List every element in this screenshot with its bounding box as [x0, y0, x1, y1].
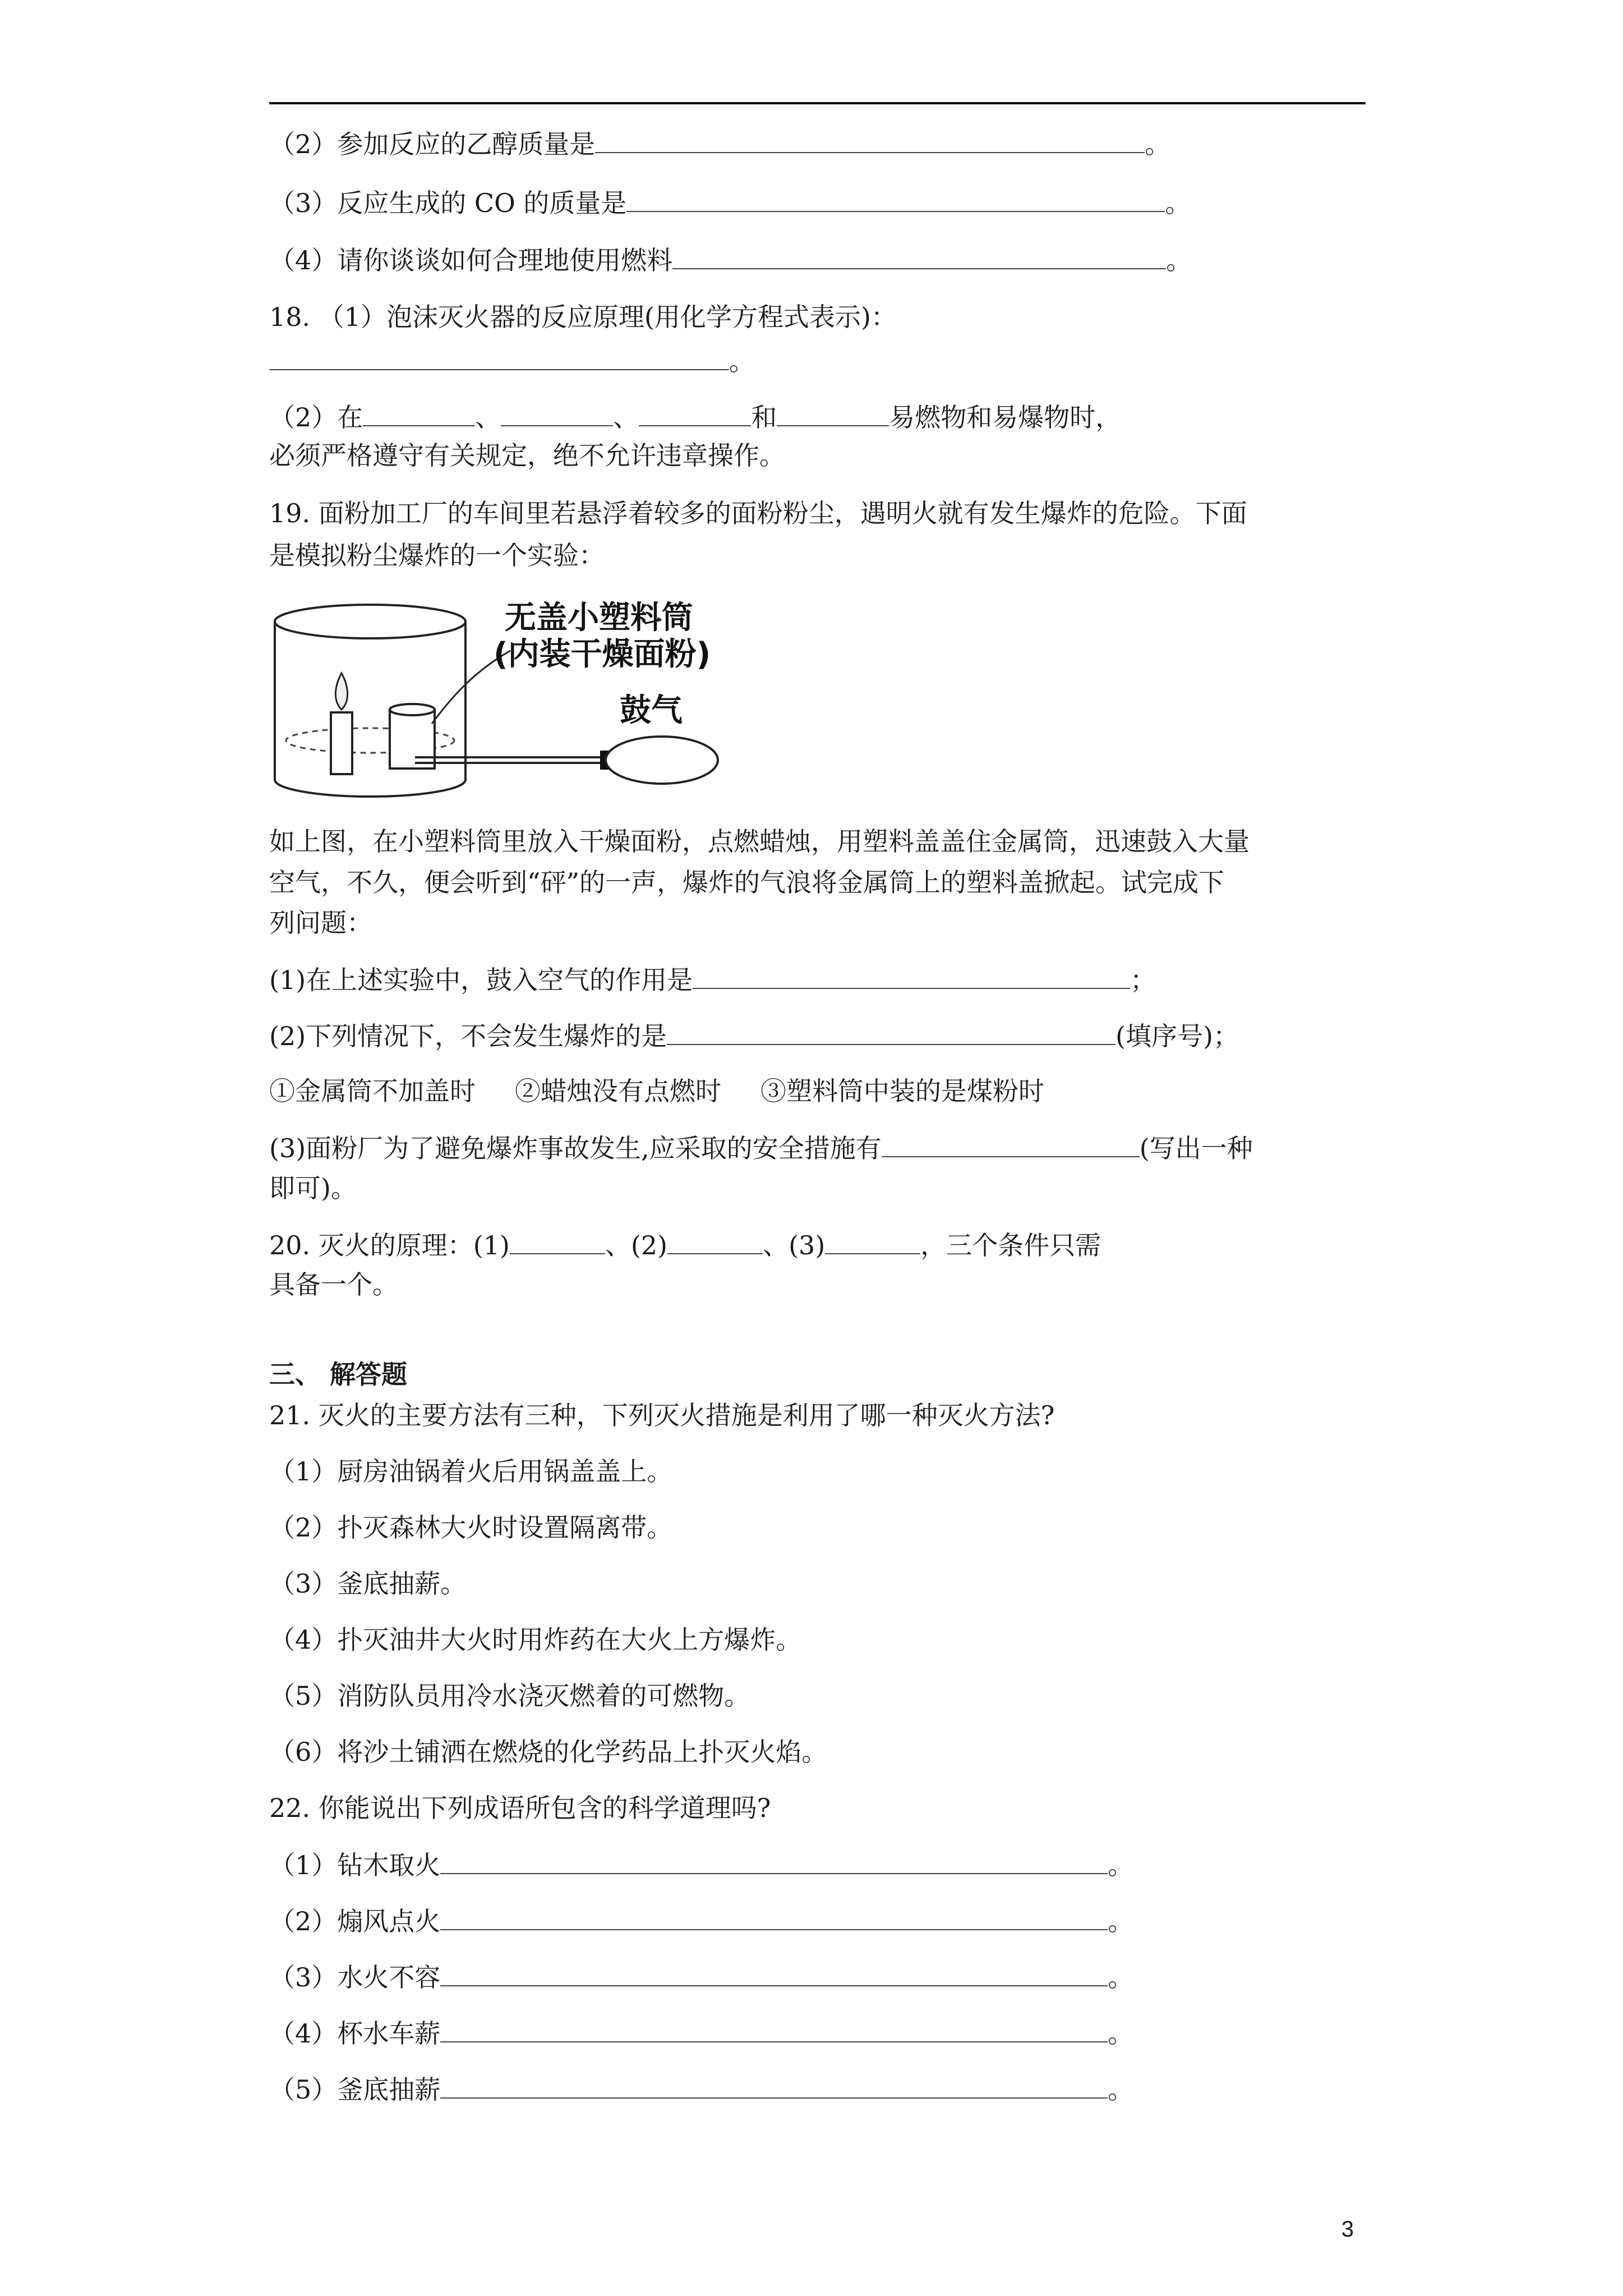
q22-item: （2）煽风点火 。	[269, 1903, 1133, 1938]
answer-blank[interactable]	[440, 2016, 1108, 2042]
q17-part3: （3）反应生成的 CO 的质量是 。	[269, 185, 1191, 220]
q22-item: （4）杯水车薪 。	[269, 2016, 1133, 2050]
q19-intro-line1: 19. 面粉加工厂的车间里若悬浮着较多的面粉粉尘，遇明火就有发生爆炸的危险。下面	[269, 498, 1247, 528]
answer-blank[interactable]	[882, 1130, 1140, 1157]
answer-blank[interactable]	[501, 399, 613, 426]
page-number: 3	[1341, 2217, 1354, 2242]
q21-item: （6）将沙土铺洒在燃烧的化学药品上扑灭火焰。	[269, 1737, 828, 1767]
q18-part1: 18. （1）泡沫灭火器的反应原理(用化学方程式表示)：	[269, 302, 897, 332]
q19-sub2: (2)下列情况下，不会发生爆炸的是 (填序号)；	[269, 1018, 1239, 1053]
figure-label-blow: 鼓气	[620, 692, 683, 729]
q21-item: （3）釜底抽薪。	[269, 1568, 467, 1599]
answer-blank[interactable]	[440, 2072, 1108, 2099]
q19-sub3-line2: 即可)。	[269, 1173, 357, 1203]
q21-item: （4）扑灭油井大火时用炸药在大火上方爆炸。	[269, 1625, 802, 1655]
answer-blank[interactable]	[667, 1227, 763, 1254]
q19-sub1: (1)在上述实验中，鼓入空气的作用是 ；	[269, 962, 1156, 997]
answer-blank[interactable]	[269, 343, 729, 370]
option-2: ②蜡烛没有点燃时	[515, 1076, 721, 1106]
figure-label-tube: 无盖小塑料筒	[505, 600, 693, 636]
q22-item: （3）水火不容 。	[269, 1959, 1133, 1994]
q18-part2-line2: 必须严格遵守有关规定，绝不允许违章操作。	[269, 440, 785, 471]
answer-blank[interactable]	[667, 1018, 1115, 1045]
answer-blank[interactable]	[595, 126, 1145, 153]
q19-desc-line3: 列问题：	[269, 908, 372, 938]
answer-blank[interactable]	[825, 1227, 920, 1254]
answer-blank[interactable]	[777, 399, 889, 426]
q17-part2: （2）参加反应的乙醇质量是 。	[269, 126, 1170, 161]
answer-blank[interactable]	[626, 185, 1165, 212]
q22-item: （1）钻木取火 。	[269, 1847, 1133, 1882]
answer-blank[interactable]	[693, 962, 1130, 989]
option-3: ③塑料筒中装的是煤粉时	[760, 1076, 1044, 1106]
answer-blank[interactable]	[363, 399, 475, 426]
answer-blank[interactable]	[639, 399, 751, 426]
q21-item: （2）扑灭森林大火时设置隔离带。	[269, 1512, 673, 1543]
flame-icon	[335, 673, 347, 710]
dust-explosion-apparatus-figure	[269, 595, 746, 808]
q21-item: （1）厨房油锅着火后用锅盖盖上。	[269, 1456, 673, 1487]
plastic-tube	[390, 710, 435, 769]
q22-intro: 22. 你能说出下列成语所包含的科学道理吗?	[269, 1793, 771, 1823]
q19-sub3: (3)面粉厂为了避免爆炸事故发生,应采取的安全措施有 (写出一种	[269, 1130, 1253, 1165]
figure-label-content: (内装干燥面粉)	[494, 636, 711, 673]
q21-item: （5）消防队员用冷水浇灭燃着的可燃物。	[269, 1681, 750, 1711]
q17-part4: （4）请你谈谈如何合理地使用燃料 。	[269, 242, 1192, 277]
q20-line2: 具备一个。	[269, 1269, 398, 1300]
q18-part2: （2）在 、 、 和 易燃物和易爆物时，	[269, 399, 1121, 434]
cylinder-bottom-rim	[275, 780, 465, 797]
q20: 20. 灭火的原理：(1) 、(2) 、(3) ，三个条件只需	[269, 1227, 1101, 1262]
cylinder-top-rim	[275, 605, 465, 638]
q18-part1-answer: 。	[269, 343, 755, 378]
q19-desc-line2: 空气，不久，便会听到“砰”的一声，爆炸的气浪将金属筒上的塑料盖掀起。试完成下	[269, 867, 1225, 898]
candle-icon	[331, 712, 352, 774]
answer-blank[interactable]	[440, 1959, 1108, 1986]
answer-blank[interactable]	[510, 1227, 605, 1254]
q22-item: （5）釜底抽薪 。	[269, 2072, 1133, 2106]
header-rule	[269, 102, 1366, 104]
option-1: ①金属筒不加盖时	[269, 1076, 476, 1106]
q19-desc-line1: 如上图，在小塑料筒里放入干燥面粉，点燃蜡烛，用塑料盖盖住金属筒，迅速鼓入大量	[269, 826, 1249, 857]
answer-blank[interactable]	[440, 1847, 1108, 1874]
q19-options	[269, 1074, 1083, 1108]
answer-blank[interactable]	[440, 1903, 1108, 1930]
section-heading: 三、 解答题	[269, 1359, 408, 1389]
answer-blank[interactable]	[672, 242, 1166, 269]
q19-intro-line2: 是模拟粉尘爆炸的一个实验：	[269, 540, 605, 570]
rubber-bulb	[606, 737, 718, 784]
q21-intro: 21. 灭火的主要方法有三种，下列灭火措施是利用了哪一种灭火方法?	[269, 1400, 1055, 1430]
